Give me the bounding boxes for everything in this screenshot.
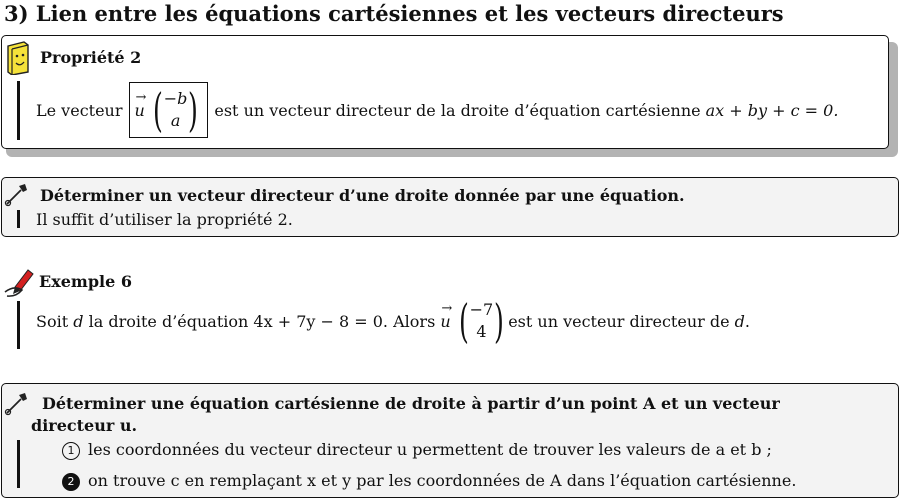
example-text-start: Soit: [36, 311, 69, 331]
property-vector-box: [129, 82, 209, 138]
property-vector-bottom: a: [170, 111, 181, 130]
example-d1: d: [73, 311, 84, 331]
property-equation: ax + by + c = 0.: [705, 100, 839, 120]
method2-item-2-text: on trouve c en remplaçant x et y par les coordonnées de A dans l’équation cartésienne.: [88, 471, 797, 490]
example-period: .: [744, 311, 751, 331]
circled-2-icon: 2: [62, 473, 80, 491]
method2-title-line2: directeur u.: [31, 416, 138, 435]
example-alors: Alors: [393, 311, 436, 331]
property-vector-matrix: ( −b a ): [152, 83, 199, 137]
example-left-bar: [17, 301, 20, 349]
example-vector-name: → u: [440, 300, 453, 331]
method2-item-1-text: les coordonnées du vecteur directeur u permettent de trouver les valeurs de a et b ;: [88, 440, 772, 459]
section-title: 3) Lien entre les équations cartésiennes et les vecteurs directeurs: [4, 1, 784, 26]
example-statement: [36, 294, 751, 348]
method1-text: Il suffit d’utiliser la propriété 2.: [36, 210, 293, 229]
example-vector-bottom: 4: [476, 322, 487, 341]
example-text-end: est un vecteur directeur de: [508, 311, 730, 331]
example-vector-matrix: ( −7 4 ): [458, 294, 505, 348]
circled-1-icon: 1: [62, 442, 80, 460]
property-title: Propriété 2: [40, 48, 142, 67]
book-icon: [5, 41, 31, 75]
example-d2: d: [734, 311, 745, 331]
property-statement: [36, 82, 838, 138]
method2-item-1: [62, 440, 772, 460]
method2-item-2: [62, 471, 796, 491]
property-vector-name: → u: [134, 89, 147, 120]
method1-left-bar: [17, 210, 20, 228]
property-vector-top: −b: [163, 89, 188, 108]
pencil-icon: [4, 266, 34, 298]
method1-title: Déterminer un vecteur directeur d’une droite donnée par une équation.: [40, 186, 685, 205]
example-equation: 4x + 7y − 8 = 0.: [253, 311, 389, 331]
wrench-icon: [4, 181, 30, 207]
example-vector-top: −7: [469, 300, 494, 319]
wrench-icon-2: [4, 390, 30, 416]
example-title: Exemple 6: [39, 272, 132, 291]
method2-title-line1: Déterminer une équation cartésienne de droite à partir d’un point A et un vecteur: [42, 394, 780, 413]
property-left-bar: [17, 81, 20, 140]
method2-left-bar: [17, 440, 20, 488]
example-text-mid: la droite d’équation: [88, 311, 249, 331]
property-text-after: est un vecteur directeur de la droite d’équation cartésienne: [214, 100, 701, 120]
property-text-before: Le vecteur: [36, 100, 123, 120]
